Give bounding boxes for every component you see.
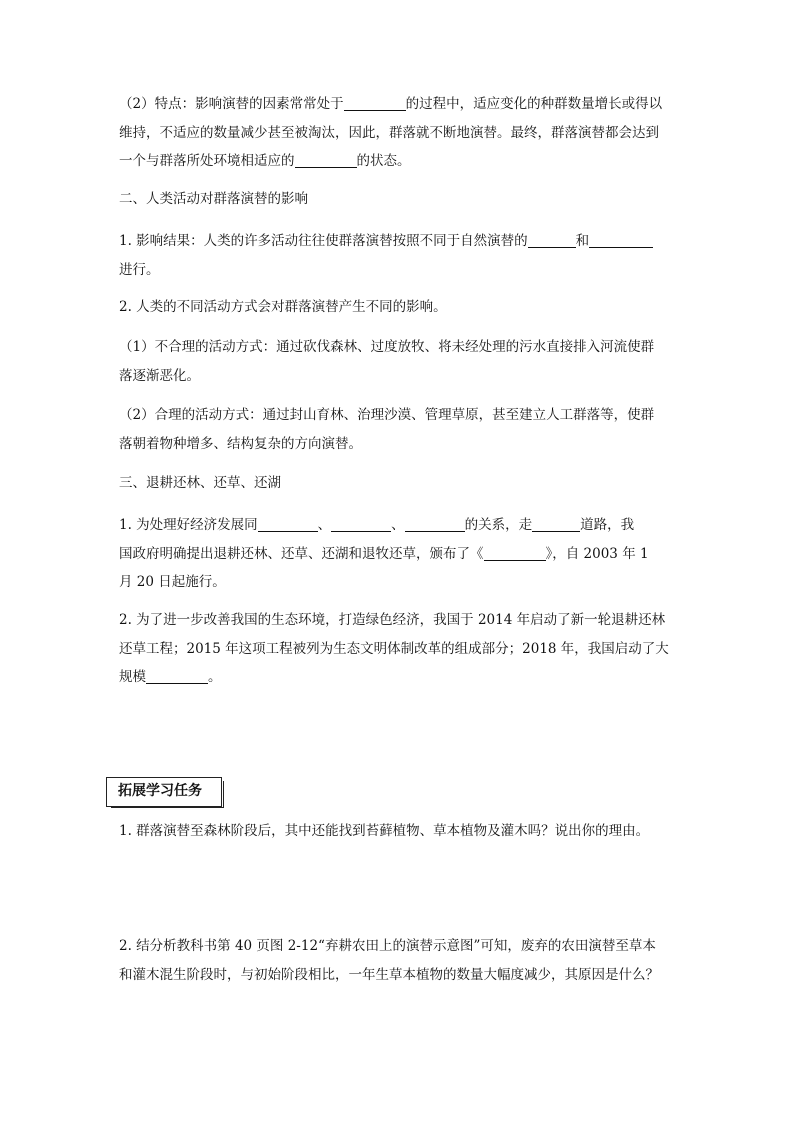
text-line: （1）不合理的活动方式：通过砍伐森林、过度放牧、将未经处理的污水直接排入河流使群 [119, 339, 655, 355]
text-run: 的关系，走 [464, 517, 533, 533]
reasonable-activity-paragraph [119, 401, 679, 458]
fill-blank[interactable] [295, 151, 357, 168]
fill-blank[interactable] [146, 667, 208, 684]
fill-blank[interactable] [532, 515, 580, 532]
fill-blank[interactable] [258, 515, 318, 532]
text-line [119, 90, 679, 119]
fill-blank[interactable] [405, 515, 465, 532]
text-run: 。 [208, 669, 222, 685]
unreasonable-activity-paragraph [119, 333, 679, 390]
fill-blank[interactable] [331, 515, 391, 532]
text-run: 和 [575, 233, 590, 249]
text-run: 道路，我 [580, 517, 635, 533]
trait-paragraph [119, 90, 679, 176]
text-run: 一个与群落所处环境相适应的 [119, 153, 295, 169]
activity-intro-paragraph: 2. 人类的不同活动方式会对群落演替产生不同的影响。 [119, 299, 447, 315]
text-line [119, 227, 679, 256]
impact-result-paragraph [119, 227, 679, 284]
text-line: 维持，不适应的数量减少甚至被淘汰，因此，群落就不断地演替。最终，群落演替都会达到 [119, 124, 659, 141]
text-line: 2. 为了进一步改善我国的生态环境，打造绿色经济，我国于 2014 年启动了新一轮退耕还林 [119, 612, 666, 628]
ecology-paragraph [119, 606, 679, 692]
section-title: 拓展学习任务 [118, 783, 202, 799]
text-run: 规模 [119, 669, 146, 685]
fill-blank[interactable] [528, 231, 576, 248]
text-run: 1. 影响结果：人类的许多活动往往使群落演替按照不同于自然演替的 [119, 233, 528, 249]
text-line [119, 663, 679, 692]
text-run: 、 [317, 517, 332, 533]
text-line [119, 147, 679, 176]
section-heading-2: 二、人类活动对群落演替的影响 [119, 191, 308, 207]
text-run: 》，自 2003 年 1 [545, 545, 649, 562]
text-line: 还草工程；2015 年这项工程被列为生态文明体制改革的组成部分；2018 年，我国启动了大 [119, 640, 669, 657]
text-run: 、 [391, 517, 405, 533]
text-line: 和灌木混生阶段时，与初始阶段相比，一年生草本植物的数量大幅度减少，其原因是什么？ [119, 966, 659, 983]
section-title-box [106, 777, 222, 807]
text-line [119, 540, 679, 569]
text-line: （2）合理的活动方式：通过封山育林、治理沙漠、管理草原，甚至建立人工群落等，使群 [119, 407, 655, 423]
fill-blank[interactable] [589, 231, 653, 248]
text-line: 2. 结分析教科书第 40 页图 2-12“弃耕农田上的演替示意图”可知，废弃的农田演替至草本 [119, 938, 656, 954]
text-run: 的过程中，适应变化的种群数量增长或得以 [405, 96, 663, 112]
text-run: 的状态。 [356, 153, 411, 169]
text-run: 国政府明确提出退耕还林、还草、还湖和退牧还草，颁布了《 [119, 545, 484, 562]
section-heading-3: 三、退耕还林、还草、还湖 [119, 475, 281, 491]
text-run: 1. 为处理好经济发展同 [119, 517, 258, 533]
text-line: 进行。 [119, 261, 160, 278]
fill-blank[interactable] [484, 544, 546, 561]
question-1: 1. 群落演替至森林阶段后，其中还能找到苔藓植物、草本植物及灌木吗？说出你的理由。 [119, 823, 650, 839]
text-line: 落逐渐恶化。 [119, 367, 200, 384]
fill-blank[interactable] [344, 94, 406, 111]
question-2 [119, 932, 679, 989]
text-line: 月 20 日起施行。 [119, 574, 226, 590]
text-run: （2）特点：影响演替的因素常常处于 [119, 96, 344, 112]
policy-paragraph [119, 511, 679, 597]
text-line [119, 511, 679, 540]
text-line: 落朝着物种增多、结构复杂的方向演替。 [119, 435, 362, 452]
